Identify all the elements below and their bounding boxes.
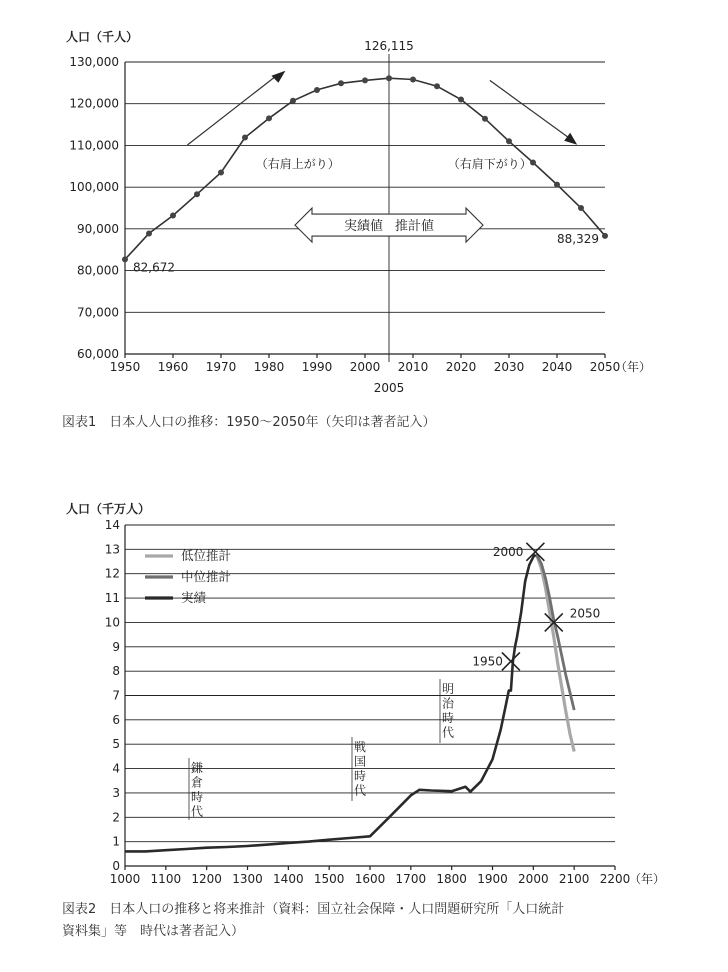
chart2-marker-x [526,543,544,561]
chart2-legend-label: 低位推計 [181,548,232,563]
chart1-x-extra-tick-label: 2005 [373,381,405,395]
chart1-x-tick-label: 2020 [445,360,477,374]
chart2-y-tick-label: 12 [104,566,120,581]
chart2-period-label-char: 戦 [353,740,367,754]
chart2-marker-label: 1950 [472,654,503,669]
chart2-caption-line1: 図表2 日本人口の推移と将来推計（資料：国立社会保障・人口問題研究所「人口統計 [62,902,565,917]
chart1-x-tick-label: 2010 [397,360,429,374]
chart2-period-label-char: 時 [190,790,204,804]
chart2-caption-line2: 資料集」等 時代は著者記入） [62,924,245,939]
chart1-data-point [242,135,248,141]
chart1-data-point [362,77,368,83]
chart2-period-label [354,739,366,798]
chart2-y-tick-label: 4 [112,761,120,776]
chart2-period-label-char: 倉 [190,775,204,790]
chart2-y-tick-label: 0 [112,859,120,873]
chart1 [62,29,651,430]
chart1-x-tick-label: 2050 [589,360,621,374]
chart2-x-tick-label: 1700 [395,872,427,886]
chart1-data-point [482,116,488,122]
chart1-rising-arrow-head [271,71,285,83]
chart1-data-point [290,98,296,104]
chart2-period-label-char: 時 [441,711,455,725]
chart2-series-line-2 [535,555,574,710]
chart1-y-tick-label: 70,000 [77,305,119,320]
chart2-y-tick-label: 2 [112,810,120,825]
chart2-y-tick-label: 11 [104,591,120,606]
chart1-data-point [458,97,464,103]
chart2-x-axis-label: （年） [629,872,666,886]
chart1-data-point [554,182,560,188]
chart2-x-tick-label: 2000 [518,872,549,886]
chart2-marker-label: 2050 [569,606,601,621]
chart1-x-tick-label: 2000 [349,360,381,374]
chart2-y-tick-label: 9 [112,639,120,654]
chart1-start-label: 82,672 [133,260,175,275]
chart1-data-point [266,115,272,121]
chart1-x-tick-label: 2040 [541,360,573,374]
chart1-x-tick-label: 1960 [157,360,189,374]
chart2-y-tick-label: 6 [112,712,120,727]
chart2-period-label [442,682,455,740]
chart2-y-tick-label: 10 [104,615,120,630]
chart2-x-tick-label: 2200 [599,872,631,886]
chart2-marker-label: 2000 [492,544,524,559]
chart2-period-label-char: 治 [441,696,455,711]
chart2-x-tick-label: 2100 [558,872,590,886]
chart2-x-tick-label: 1100 [150,872,182,886]
chart1-data-point [434,83,440,89]
chart2-x-tick-label: 1900 [477,872,508,886]
chart1-falling-note: （右肩下がり） [447,157,532,171]
chart1-x-tick-label: 2030 [493,360,525,374]
chart1-data-point [410,77,416,83]
chart2 [62,501,665,939]
chart2-legend-label: 中位推計 [181,569,232,584]
chart1-y-tick-label: 120,000 [69,96,119,111]
chart1-data-point [506,138,512,144]
chart2-y-tick-label: 1 [112,834,120,849]
chart1-data-point [314,87,320,93]
chart2-x-tick-label: 1800 [436,872,467,886]
chart2-period-label-char: 鎌 [190,761,204,775]
chart2-x-tick-label: 1200 [191,872,222,886]
chart1-y-axis-label: 人口（千人） [66,30,139,44]
chart1-y-tick-label: 90,000 [77,221,119,236]
chart2-period-label-char: 代 [190,804,204,819]
chart2-y-tick-label: 5 [112,737,120,752]
chart1-data-point [194,191,200,197]
chart1-data-point [338,80,344,86]
chart2-x-tick-label: 1400 [273,872,304,886]
chart1-x-axis-label: （年） [615,360,652,374]
chart2-y-tick-label: 13 [104,542,120,557]
chart1-rising-arrow-shaft [187,76,276,145]
chart2-period-label-char: 明 [441,682,455,696]
chart2-x-tick-label: 1500 [313,872,345,886]
chart1-x-tick-label: 1950 [109,360,141,374]
chart1-peak-label: 126,115 [364,39,414,53]
chart2-x-tick-label: 1300 [232,872,263,886]
chart2-period-label-char: 国 [353,754,367,769]
chart2-period-label-char: 時 [353,769,367,783]
chart1-y-tick-label: 80,000 [77,263,119,278]
chart1-x-tick-label: 1980 [253,360,285,374]
chart1-caption: 図表1 日本人人口の推移：1950〜2050年（矢印は著者記入） [62,415,436,430]
chart1-y-tick-label: 130,000 [69,55,119,69]
chart2-x-tick-label: 1600 [354,872,386,886]
chart1-data-point [602,233,608,239]
chart1-actual-label: 実績値 [343,219,383,235]
chart1-x-tick-label: 1970 [205,360,237,374]
chart2-legend-label: 実績 [181,590,207,605]
chart2-period-label [191,761,203,819]
chart2-period-label-char: 代 [441,725,455,740]
chart2-y-tick-label: 14 [104,518,120,532]
chart2-y-tick-label: 7 [112,688,120,703]
chart1-data-point [218,170,224,176]
chart1-end-label: 88,329 [557,231,599,246]
chart1-data-point [578,205,584,211]
chart2-period-label-char: 代 [353,783,367,798]
chart1-y-tick-label: 100,000 [69,180,119,195]
chart1-y-tick-label: 60,000 [77,347,119,361]
chart1-data-point [170,213,176,219]
chart1-rising-note: （右肩上がり） [255,157,340,171]
chart1-data-point [122,256,128,262]
chart2-x-tick-label: 1000 [109,872,141,886]
chart1-data-point [146,230,152,236]
chart1-projected-label: 推計値 [395,219,435,235]
chart1-y-tick-label: 110,000 [69,138,119,153]
chart2-y-axis-label: 人口（千万人） [66,502,151,516]
chart1-x-tick-label: 1990 [301,360,333,374]
chart1-falling-arrow-shaft [490,80,570,138]
chart2-y-tick-label: 8 [112,664,120,679]
chart2-y-tick-label: 3 [112,785,120,800]
chart2-marker-x [502,652,520,670]
chart2-series-line-1 [535,555,574,752]
chart1-data-point [386,75,392,81]
chart1-falling-arrow-head [564,133,577,145]
